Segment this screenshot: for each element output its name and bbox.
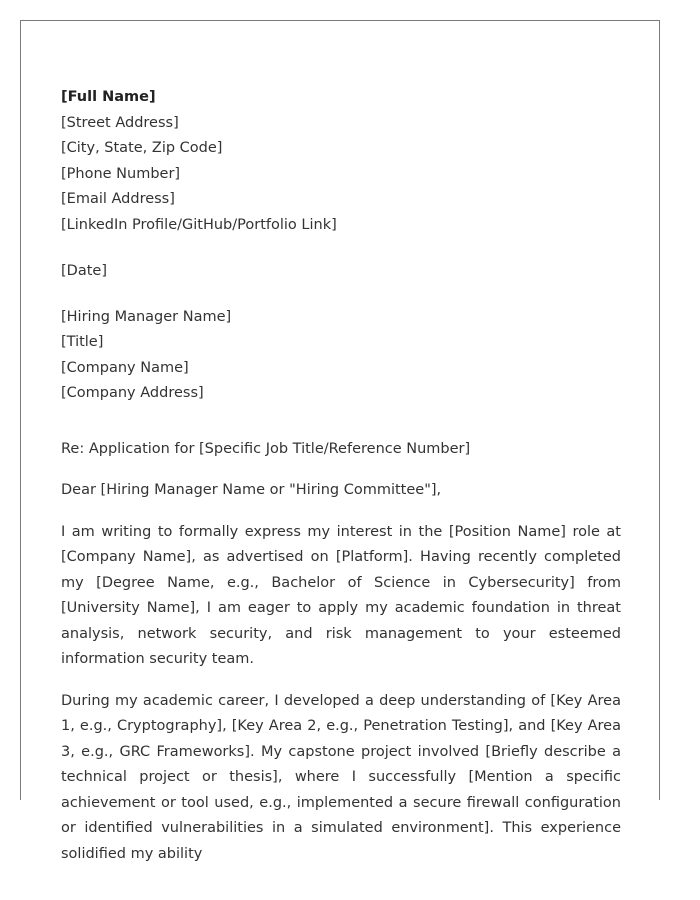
- recipient-company: [Company Name]: [61, 359, 189, 376]
- sender-city: [City, State, Zip Code]: [61, 140, 223, 156]
- letter-body: [61, 85, 621, 867]
- document-page: [20, 20, 660, 862]
- subject-line: [61, 437, 621, 463]
- paragraph-academic: During my academic career, I developed a deep understanding of [Key Area 1, e.g., Cryptography], [Key Area 2, e.g., Penetration Testing], and [Key Area 3, e.g., GRC Frameworks]. My capstone project involved [Briefly describe a technical project or thesis], where I successfully [Mention a specific achievement or tool used, e.g., implemented a secure firewall configuration or identified vulnerabilities in a simulated environment]. This experience solidified my ability: [61, 692, 621, 862]
- recipient-title: [Title]: [61, 334, 104, 350]
- sender-block: [61, 85, 621, 238]
- recipient-name: [Hiring Manager Name]: [61, 308, 232, 325]
- sender-email: [Email Address]: [61, 191, 175, 207]
- sender-name: [Full Name]: [61, 89, 156, 105]
- letter-date: [Date]: [61, 263, 107, 279]
- paragraph-intro: I am writing to formally express my interest in the [Position Name] role at [Company Name], as advertised on [Platform]. Having recently completed my [Degree Name, e.g., Bachelor of Science in Cybersecurity] from [University Name], I am eager to apply my academic foundation in threat analysis, network security, and risk management to your esteemed information security team.: [61, 523, 621, 667]
- salutation-text: Dear [Hiring Manager Name or "Hiring Committee"],: [61, 482, 442, 498]
- sender-street: [Street Address]: [61, 114, 179, 131]
- date-block: [61, 259, 621, 285]
- recipient-block: [61, 305, 621, 407]
- recipient-address: [Company Address]: [61, 385, 204, 401]
- sender-phone: [Phone Number]: [61, 165, 181, 182]
- salutation: [61, 478, 621, 504]
- sender-link: [LinkedIn Profile/GitHub/Portfolio Link]: [61, 216, 337, 233]
- subject-text: Re: Application for [Specific Job Title/Reference Number]: [61, 440, 471, 457]
